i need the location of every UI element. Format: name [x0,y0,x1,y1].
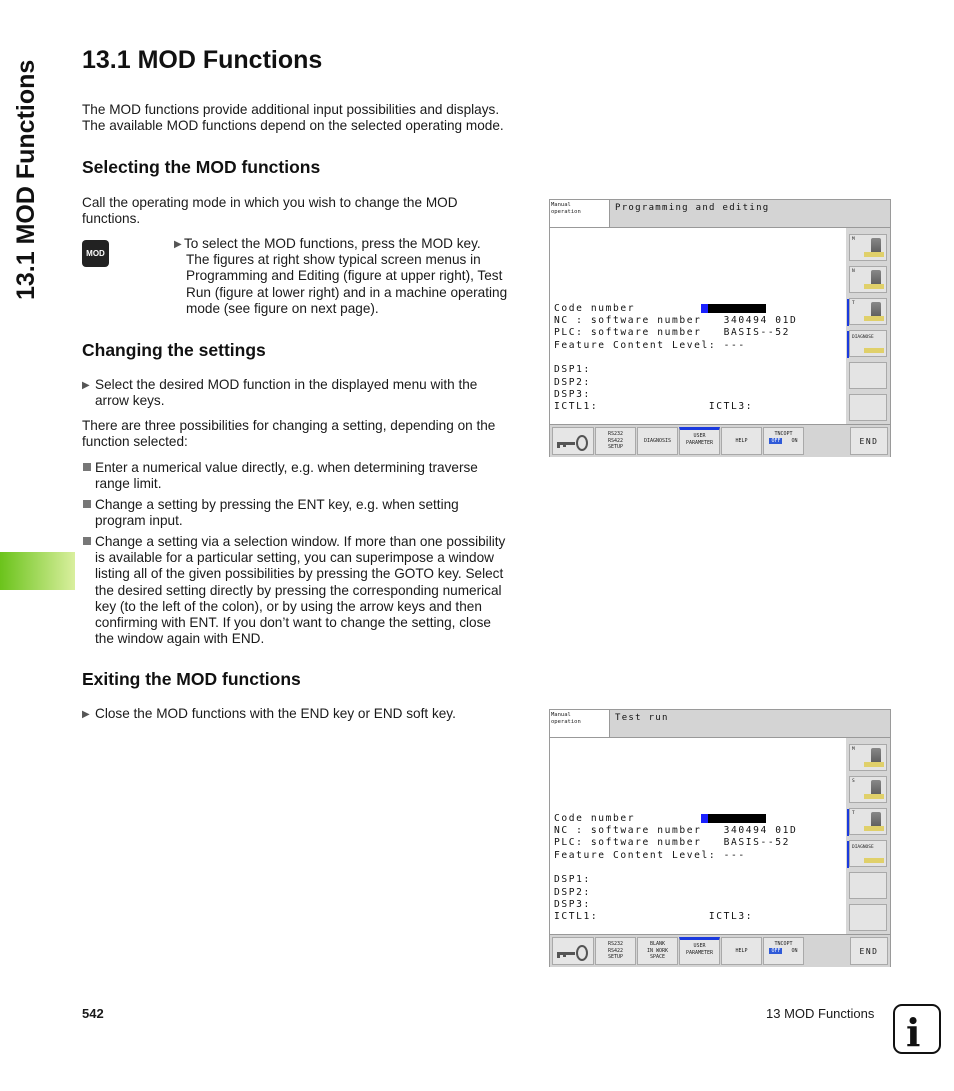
sidebar-title: 13.1 MOD Functions [12,59,40,300]
section-title-changing: Changing the settings [82,340,266,360]
info-letter: i [906,1010,921,1055]
mode-label: Manual operation [550,200,610,228]
side-softkey-bar [846,738,890,934]
mode-m-button[interactable]: M [849,744,887,771]
step-arrow-icon: ▶ [82,709,90,720]
bullet-item: Change a setting via a selection window. If more than one possibility is available for a particular setting, you can superimpose a window listing all of the given possibilities by pressing the GOTO key. Select the desired setting directly by pressing the corresponding numerical key (to the left of the colon), or by using the arrow keys and then confirming with ENT. If you don’t want to change the setting, close the window again with END. [95,534,506,647]
bullet-item: Enter a numerical value directly, e.g. when determining traverse range limit. [95,460,478,492]
page-title: 13.1 MOD Functions [82,46,323,74]
code-number-field[interactable] [701,304,766,313]
softkey-tncopt[interactable]: TNCOPT OFF ON [763,937,804,965]
mode-n-button[interactable]: N [849,266,887,293]
bullet-item: Change a setting by pressing the ENT key, e.g. when setting program input. [95,497,459,529]
empty-side-key[interactable] [849,872,887,899]
empty-side-key[interactable] [849,362,887,389]
softkey-end[interactable]: END [850,937,888,965]
screen-programming-editing: Manual operation Programming and editing Code number NC : software number 340494 01D PLC: software number BASIS--52 Feature Content Level: --- DSP1: DSP2: DSP3: ICTL1: ICTL3: M N T DIAGNOSE RS232 RS422 SETUP DIAGNOSIS USER PARAMETER HELP TNCOPT OFF ON END [549,199,891,457]
section3-step: Close the MOD functions with the END key or END soft key. [95,706,456,721]
screen-test-run: Manual operation Test run Code number NC : software number 340494 01D PLC: software number BASIS--52 Feature Content Level: --- DSP1: DSP2: DSP3: ICTL1: ICTL3: M S T DIAGNOSE RS232 RS422 SETUP BLANK IN WORK SPACE USER PARAMETER HELP TNCOPT OFF ON END [549,709,891,967]
softkey-blank-workspace[interactable]: BLANK IN WORK SPACE [637,937,678,965]
section2-paragraph: There are three possibilities for changing a setting, depending on the function selected: [82,418,496,450]
softkey-tncopt[interactable]: TNCOPT OFF ON [763,427,804,455]
section1-step: To select the MOD functions, press the MOD key. The figures at right show typical screen menus in Programming and Editing (figure at upper right), Test Run (figure at lower right) and in a machine operating mode (see figure on next page). [184,236,508,316]
cursor [701,304,708,313]
page-number: 542 [82,1006,104,1021]
code-number-field[interactable] [701,814,766,823]
step-arrow-icon: ▶ [174,239,182,250]
chapter-label: 13 MOD Functions [766,1006,875,1021]
cursor [701,814,708,823]
mode-t-button[interactable]: T [849,808,887,835]
sidebar [0,0,75,1091]
intro-paragraph: The MOD functions provide additional input possibilities and displays. The available MOD functions depend on the selected operating mode. [82,102,504,134]
key-icon[interactable] [552,427,594,455]
softkey-rs232-setup[interactable]: RS232 RS422 SETUP [595,937,636,965]
key-icon[interactable] [552,937,594,965]
softkey-user-parameter[interactable]: USER PARAMETER [679,427,720,455]
side-softkey-bar [846,228,890,424]
softkey-diagnosis[interactable]: DIAGNOSIS [637,427,678,455]
bullet-square-icon [83,537,91,545]
step-arrow-icon: ▶ [82,380,90,391]
section-title-exiting: Exiting the MOD functions [82,669,301,689]
mod-key-icon: MOD [82,240,109,267]
chapter-color-tab [0,552,75,590]
softkey-bar [550,424,890,457]
mode-s-button[interactable]: S [849,776,887,803]
softkey-rs232-setup[interactable]: RS232 RS422 SETUP [595,427,636,455]
mode-t-button[interactable]: T [849,298,887,325]
diagnose-button[interactable]: DIAGNOSE [849,330,887,357]
softkey-help[interactable]: HELP [721,937,762,965]
section2-step: Select the desired MOD function in the displayed menu with the arrow keys. [95,377,478,409]
section1-paragraph: Call the operating mode in which you wish to change the MOD functions. [82,195,458,227]
section-title-selecting: Selecting the MOD functions [82,157,321,177]
softkey-bar [550,934,890,967]
softkey-end[interactable]: END [850,427,888,455]
diagnose-button[interactable]: DIAGNOSE [849,840,887,867]
empty-side-key[interactable] [849,904,887,931]
bullet-square-icon [83,500,91,508]
softkey-user-parameter[interactable]: USER PARAMETER [679,937,720,965]
bullet-square-icon [83,463,91,471]
empty-side-key[interactable] [849,394,887,421]
screen-title: Test run [610,710,890,738]
screen-title: Programming and editing [610,200,890,228]
softkey-help[interactable]: HELP [721,427,762,455]
mode-m-button[interactable]: M [849,234,887,261]
mode-label: Manual operation [550,710,610,738]
